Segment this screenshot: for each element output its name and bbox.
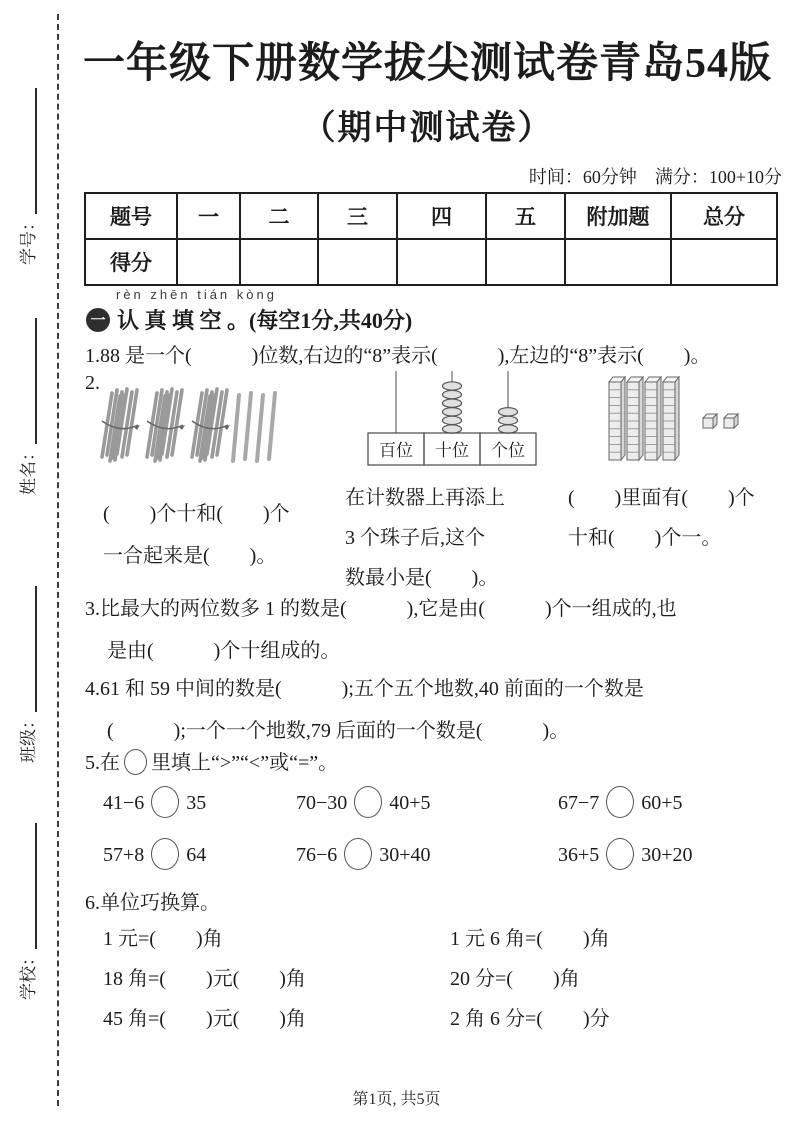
score-cell bbox=[671, 239, 777, 285]
score-table-header-row bbox=[85, 193, 777, 239]
score-table-score-row bbox=[85, 239, 777, 285]
student-id-label: 学号： bbox=[18, 214, 38, 265]
header-cell-3: 三 bbox=[318, 193, 397, 239]
q6-item-6: 2 角 6 分=( )分 bbox=[450, 1008, 610, 1030]
q6-item-5: 45 角=( )元( )角 bbox=[103, 1008, 306, 1030]
q2-col1-line1: ( )个十和( )个 bbox=[103, 503, 290, 525]
q2-col1-line2: 一合起来是( )。 bbox=[103, 545, 277, 567]
name-label: 姓名： bbox=[18, 444, 38, 495]
header-cell-4: 四 bbox=[397, 193, 486, 239]
question-6-prompt: 6.单位巧换算。 bbox=[85, 892, 220, 914]
q5-item-2-right: 40+5 bbox=[389, 792, 431, 814]
header-cell-total: 总分 bbox=[671, 193, 777, 239]
question-3-line2: 是由( )个十组成的。 bbox=[107, 640, 341, 662]
q5-item-4-right: 64 bbox=[186, 844, 207, 866]
header-cell-5: 五 bbox=[486, 193, 565, 239]
score-table bbox=[84, 192, 778, 286]
ones-place-label: 个位 bbox=[491, 441, 525, 460]
q5-item-1 bbox=[103, 786, 206, 818]
q5-prompt-before: 5.在 bbox=[85, 752, 120, 774]
student-id-blank-line bbox=[15, 88, 37, 214]
page-number-footer: 第1页, 共5页 bbox=[352, 1091, 441, 1108]
base-ten-blocks-figure bbox=[603, 374, 743, 466]
class-blank-line bbox=[15, 586, 37, 712]
section1-note: (每空1分,共40分) bbox=[249, 308, 413, 333]
compare-circle-icon bbox=[606, 786, 634, 818]
section-number-one-icon: 一 bbox=[86, 308, 110, 332]
score-cell bbox=[397, 239, 486, 285]
q6-item-2: 1 元 6 角=( )角 bbox=[450, 928, 610, 950]
q6-item-3: 18 角=( )元( )角 bbox=[103, 968, 306, 990]
q5-item-5-right: 30+40 bbox=[379, 844, 431, 866]
q5-item-1-left: 41−6 bbox=[103, 792, 145, 814]
question-5-prompt bbox=[85, 746, 338, 775]
q6-item-4: 20 分=( )角 bbox=[450, 968, 580, 990]
margin-field-student-id bbox=[9, 75, 43, 265]
q6-item-1: 1 元=( )角 bbox=[103, 928, 223, 950]
page-subtitle: （期中测试卷） bbox=[301, 110, 554, 147]
single-sticks bbox=[233, 393, 275, 461]
q2-col3-line1: ( )里面有( )个 bbox=[568, 487, 755, 509]
q5-item-1-right: 35 bbox=[186, 792, 207, 814]
header-cell-question-no: 题号 bbox=[85, 193, 177, 239]
q5-item-3 bbox=[558, 786, 683, 818]
ones-beads bbox=[499, 408, 518, 434]
stick-bundles-figure bbox=[98, 383, 278, 475]
q2-col2-line1: 在计数器上再添上 bbox=[345, 487, 505, 509]
tens-beads bbox=[443, 382, 462, 433]
header-cell-2: 二 bbox=[240, 193, 318, 239]
compare-circle-icon bbox=[151, 838, 179, 870]
name-blank-line bbox=[15, 318, 37, 444]
compare-circle-icon bbox=[354, 786, 382, 818]
school-blank-line bbox=[15, 823, 37, 949]
score-cell bbox=[318, 239, 397, 285]
margin-field-school bbox=[9, 810, 43, 1000]
margin-field-class bbox=[9, 573, 43, 763]
section1-title: 认 真 填 空 。 bbox=[117, 308, 250, 333]
seal-dashed-line bbox=[57, 14, 59, 1106]
header-cell-1: 一 bbox=[177, 193, 240, 239]
q5-prompt-after: 里填上“>”“<”或“=”。 bbox=[151, 752, 339, 774]
time-score-info: 时间：60分钟 满分：100+10分 bbox=[528, 167, 782, 187]
hundreds-place-label: 百位 bbox=[379, 441, 413, 460]
q5-item-2 bbox=[296, 786, 431, 818]
class-label: 班级： bbox=[18, 712, 38, 763]
score-row-label: 得分 bbox=[85, 239, 177, 285]
q5-item-5 bbox=[296, 838, 431, 870]
margin-field-name bbox=[9, 305, 43, 495]
q5-item-2-left: 70−30 bbox=[296, 792, 348, 814]
q2-col3-line2: 十和( )个一。 bbox=[568, 527, 722, 549]
section1-pinyin: rèn zhēn tián kòng bbox=[116, 287, 277, 302]
question-1-text: 1.88 是一个( )位数,右边的“8”表示( ),左边的“8”表示( )。 bbox=[85, 345, 711, 367]
score-cell bbox=[486, 239, 565, 285]
school-label: 学校： bbox=[18, 949, 38, 1000]
compare-circle-icon bbox=[124, 749, 147, 775]
q2-col2-line3: 数最小是( )。 bbox=[345, 567, 499, 589]
page-title: 一年级下册数学拔尖测试卷青岛54版 bbox=[82, 41, 772, 87]
q5-item-4-left: 57+8 bbox=[103, 844, 145, 866]
q5-item-5-left: 76−6 bbox=[296, 844, 338, 866]
q5-item-4 bbox=[103, 838, 206, 870]
q5-item-6-right: 30+20 bbox=[641, 844, 693, 866]
question-4-line1: 4.61 和 59 中间的数是( );五个五个地数,40 前面的一个数是 bbox=[85, 678, 644, 700]
q5-item-6-left: 36+5 bbox=[558, 844, 600, 866]
question-4-line2: ( );一个一个地数,79 后面的一个数是( )。 bbox=[107, 720, 570, 742]
question-2-number: 2. bbox=[85, 372, 100, 394]
compare-circle-icon bbox=[606, 838, 634, 870]
q5-item-3-left: 67−7 bbox=[558, 792, 600, 814]
question-3-line1: 3.比最大的两位数多 1 的数是( ),它是由( )个一组成的,也 bbox=[85, 598, 677, 620]
section1-heading bbox=[86, 304, 412, 335]
q2-col2-line2: 3 个珠子后,这个 bbox=[345, 527, 485, 549]
q5-item-3-right: 60+5 bbox=[641, 792, 683, 814]
score-cell bbox=[240, 239, 318, 285]
score-cell bbox=[565, 239, 671, 285]
compare-circle-icon bbox=[151, 786, 179, 818]
tens-place-label: 十位 bbox=[435, 441, 469, 460]
compare-circle-icon bbox=[344, 838, 372, 870]
q5-item-6 bbox=[558, 838, 693, 870]
abacus-figure bbox=[362, 369, 542, 469]
score-cell bbox=[177, 239, 240, 285]
header-cell-bonus: 附加题 bbox=[565, 193, 671, 239]
